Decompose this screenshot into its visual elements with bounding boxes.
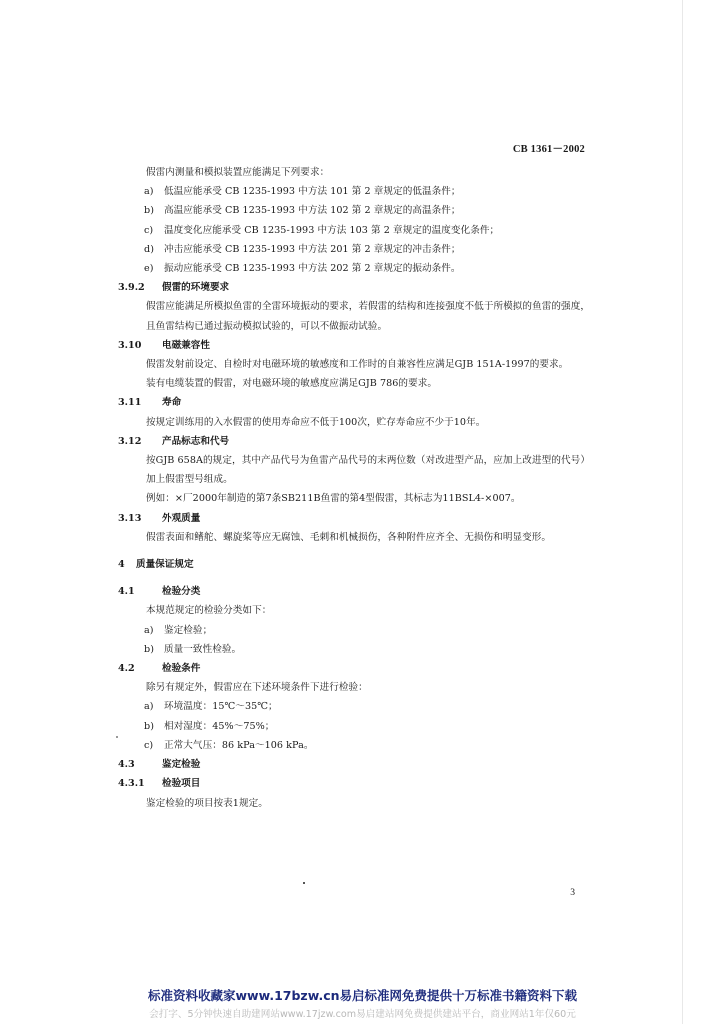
section-number: 3.13: [118, 512, 142, 524]
section-heading-3-12: [118, 432, 590, 451]
section-heading-4-2: [118, 659, 590, 678]
list-item-text: 冲击应能承受 CB 1235-1993 中方法 201 第 2 章规定的冲击条件；: [164, 243, 461, 255]
section-gap: [118, 574, 590, 582]
section-number: 3.9.2: [118, 282, 145, 294]
list-marker: b): [144, 205, 154, 217]
list-item-text: 振动应能承受 CB 1235-1993 中方法 202 第 2 章规定的振动条件。: [164, 263, 461, 275]
watermark-footer-line-2: 会打字、5分钟快速自助建网站www.17jzw.com易启建站网免费提供建站平台，商业网站1年仅60元: [149, 1009, 576, 1020]
list-item: [118, 182, 590, 201]
list-item: [118, 201, 590, 220]
section-paragraph: 鉴定检验的项目按表1规定。: [146, 797, 268, 809]
list-marker: a): [144, 624, 154, 636]
list-marker: d): [144, 243, 154, 255]
list-item-text: 低温应能承受 CB 1235-1993 中方法 101 第 2 章规定的低温条件；: [164, 186, 461, 198]
section-title: 电磁兼容性: [162, 339, 210, 351]
scan-speck: [116, 736, 118, 738]
section-title: 鉴定检验: [162, 759, 201, 771]
section-paragraph: 本规范规定的检验分类如下：: [146, 605, 272, 617]
list-item: [118, 259, 590, 278]
section-number: 3.10: [118, 339, 142, 351]
list-item-text: 鉴定检验；: [164, 624, 213, 636]
list-item-text: 环境温度：15℃～35℃；: [164, 701, 278, 713]
section-title: 检验分类: [162, 586, 201, 598]
intro-paragraph: 假雷内测量和模拟装置应能满足下列要求：: [146, 167, 330, 178]
section-title: 外观质量: [162, 512, 201, 524]
list-marker: b): [144, 720, 154, 732]
chapter-heading-4: [118, 555, 590, 574]
document-body: [118, 163, 590, 813]
list-item: [118, 621, 590, 640]
section-title: 寿命: [162, 397, 182, 409]
section-title: 假雷的环境要求: [162, 282, 230, 294]
section-number: 3.12: [118, 435, 142, 447]
section-paragraph: 按GJB 658A的规定，其中产品代号为鱼雷产品代号的末两位数（对改进型产品，应加上改进型的代号）加上假雷型号组成。: [146, 455, 590, 486]
standard-code-header: CB 1361－2002: [512, 144, 585, 155]
section-number: 3.11: [118, 397, 142, 409]
list-marker: c): [144, 739, 154, 751]
section-paragraph: 假雷应能满足所模拟鱼雷的全雷环境振动的要求，若假雷的结构和连接强度不低于所模拟的鱼雷的强度，且鱼雷结构已通过振动模拟试验的，可以不做振动试验。: [146, 301, 590, 332]
section-heading-3-11: [118, 393, 590, 412]
section-title: 检验项目: [162, 778, 201, 790]
section-paragraph: 假雷发射前设定、自检时对电磁环境的敏感度和工作时的自兼容性应满足GJB 151A-1997的要求。: [146, 359, 569, 371]
section-title: 产品标志和代号: [162, 435, 230, 447]
list-item: [118, 736, 590, 755]
list-item: [118, 717, 590, 736]
list-item: [118, 697, 590, 716]
section-heading-4-3: [118, 755, 590, 774]
page-number: 3: [570, 887, 575, 898]
scan-speck: [303, 882, 305, 884]
section-heading-3-10: [118, 336, 590, 355]
section-number: 4.3.1: [118, 778, 145, 790]
list-item-text: 相对湿度：45%～75%；: [164, 720, 275, 732]
section-paragraph: 假雷表面和鳍舵、螺旋桨等应无腐蚀、毛刺和机械损伤，各种附件应齐全、无损伤和明显变形。: [146, 531, 552, 543]
section-heading-3-9-2: [118, 278, 590, 297]
list-item-text: 质量一致性检验。: [164, 643, 242, 655]
section-number: 4.1: [118, 586, 135, 598]
watermark-footer-line-1: 标准资料收藏家www.17bzw.cn易启标准网免费提供十万标准书籍资料下载: [147, 988, 578, 1003]
list-marker: b): [144, 643, 154, 655]
list-marker: a): [144, 701, 154, 713]
list-marker: a): [144, 186, 154, 198]
section-number: 4: [118, 559, 125, 571]
section-paragraph: 除另有规定外，假雷应在下述环境条件下进行检验：: [146, 682, 368, 694]
list-item-text: 温度变化应能承受 CB 1235-1993 中方法 103 第 2 章规定的温度变化条件；: [164, 224, 500, 236]
list-item: [118, 240, 590, 259]
section-paragraph: 按规定训练用的入水假雷的使用寿命应不低于100次，贮存寿命应不少于10年。: [146, 416, 486, 428]
section-heading-3-13: [118, 509, 590, 528]
section-gap: [118, 547, 590, 555]
section-heading-4-3-1: [118, 774, 590, 793]
list-item-text: 高温应能承受 CB 1235-1993 中方法 102 第 2 章规定的高温条件；: [164, 205, 461, 217]
list-item: [118, 640, 590, 659]
list-item: [118, 221, 590, 240]
section-number: 4.3: [118, 759, 135, 771]
section-title: 质量保证规定: [136, 559, 194, 571]
section-paragraph: 例如：×厂2000年制造的第7条SB211B鱼雷的第4型假雷，其标志为11BSL4-×007。: [146, 493, 521, 505]
section-title: 检验条件: [162, 663, 201, 675]
section-heading-4-1: [118, 582, 590, 601]
section-number: 4.2: [118, 663, 135, 675]
list-marker: e): [144, 263, 154, 275]
list-marker: c): [144, 224, 154, 236]
scan-edge-line: [682, 0, 683, 1024]
list-item-text: 正常大气压：86 kPa～106 kPa。: [164, 739, 314, 751]
section-paragraph: 装有电缆装置的假雷，对电磁环境的敏感度应满足GJB 786的要求。: [146, 378, 438, 390]
